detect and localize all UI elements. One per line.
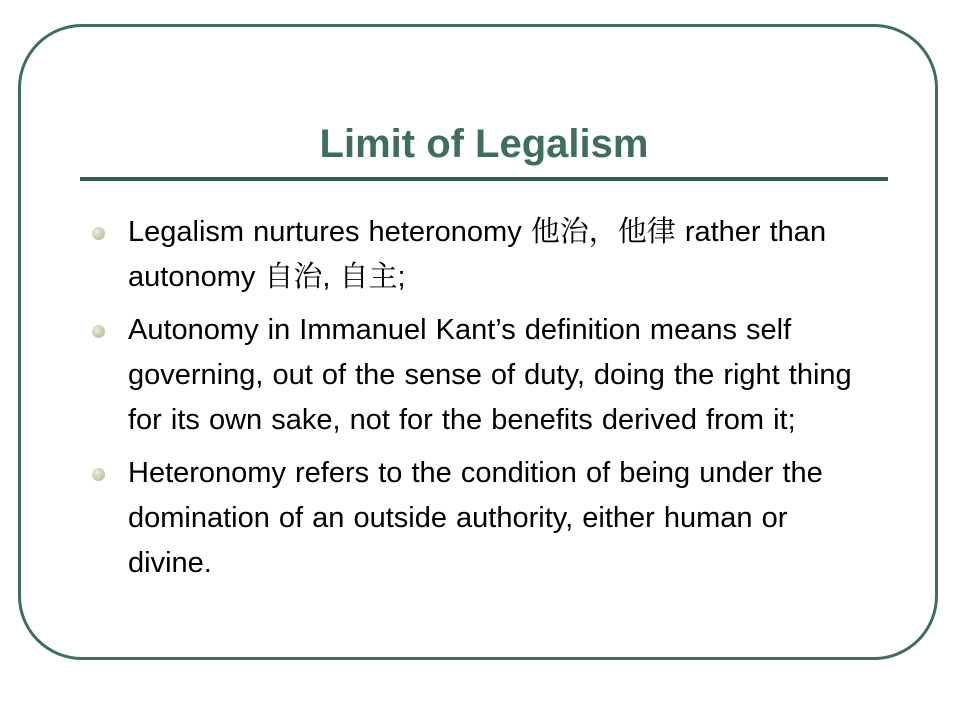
bullet-item-heteronomy-vs-autonomy: [90, 210, 870, 300]
bullet-list: [90, 210, 870, 594]
bullet-item-kant-autonomy: [90, 308, 870, 443]
slide-title: Limit of Legalism: [319, 122, 649, 166]
title-divider: [80, 177, 888, 181]
bullet-text: Legalism nurtures heteronomy 他治，他律 rather than autonomy 自治, 自主;: [128, 216, 827, 293]
bullet-item-heteronomy-definition: [90, 451, 870, 586]
bullet-text: Autonomy in Immanuel Kant’s definition means self governing, out of the sense of duty, doing the right thing for its own sake, not for the benefits derived from it;: [128, 314, 852, 436]
bullet-dot-icon: [92, 468, 105, 481]
bullet-text: Heteronomy refers to the condition of being under the domination of an outside authority, either human or divine.: [128, 457, 823, 579]
bullet-dot-icon: [92, 227, 105, 240]
bullet-dot-icon: [92, 325, 105, 338]
